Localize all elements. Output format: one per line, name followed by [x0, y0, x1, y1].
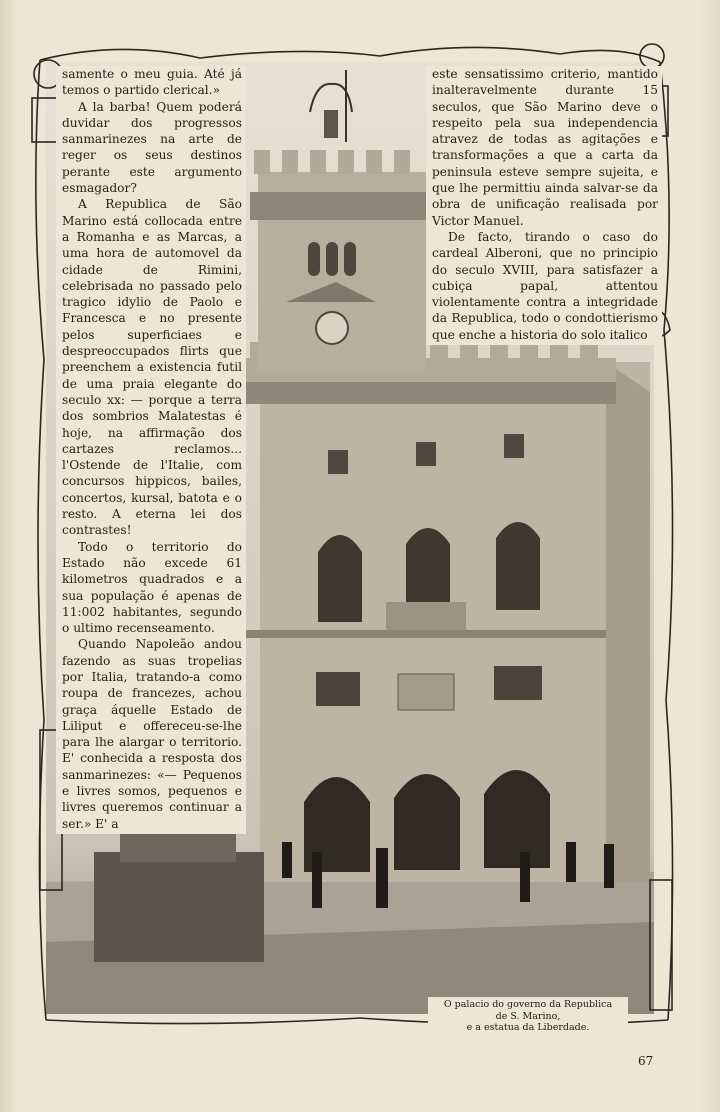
paragraph: este sensatissimo criterio, mantido inalteravelmente durante 15 seculos, que São Marino deve o respeito pela sua independencia atravez de todas as agitações e transformações a que a carta da peninsula esteve sempre sujeita, e que lhe permittiu ainda salvar-se da obra de unificação realisada por Victor Manuel. [432, 67, 658, 228]
paragraph: Quando Napoleão andou fazendo as suas tropelias por Italia, tratando-a como roupa de francezes, achou graça áquelle Estado de Liliput e offereceu-se-lhe para lhe alargar o territorio. E' conhecida a resposta dos sanmarinezes: «— Pequenos e livres somos, pequenos e livres queremos continuar a ser.» E' a [62, 637, 242, 831]
page-number: 67 [638, 1054, 654, 1068]
ribbon-right-icon [640, 309, 672, 1010]
caption-line: O palacio do governo da Republica [443, 999, 613, 1010]
photo-caption [428, 997, 628, 1036]
paragraph: samente o meu guia. Até já temos o partido clerical.» [62, 67, 242, 98]
left-text-column [56, 66, 246, 834]
paragraph: A Republica de São Marino está collocada entre a Romanha e as Marcas, a uma hora de automovel da cidade de Rimini, celebrisada no passado pelo tragico idylio de Paolo e Francesca e no presente pelos superficiaes e despreoccupados flirts que preenchem a existencia futil de uma praia elegante do seculo xx: — porque a terra dos sombrios Malatestas é hoje, na affirmação dos cartazes reclamos... l'Ostende de l'Italie, com concursos hippicos, bailes, concertos, kursal, batota e o resto. A eterna lei dos contrastes! [62, 197, 242, 538]
paragraph: Todo o territorio do Estado não excede 61 kilometros quadrados e a sua população é apenas de 11:002 habitantes, segundo o ultimo recenseamento. [62, 539, 242, 636]
caption-line: e a estatua da Liberdade. [466, 1022, 590, 1033]
right-text-column [426, 66, 662, 345]
caption-line: de S. Marino, [495, 1010, 561, 1022]
paragraph: A la barba! Quem poderá duvidar dos progressos sanmarinezes na arte de reger os seus destinos perante este argumento esmagador? [62, 99, 242, 196]
paragraph: De facto, tirando o caso do cardeal Alberoni, que no principio do seculo XVIII, para satisfazer a cubiça papal, attentou violentamente contra a integridade da Republica, todo o condottierismo que enche a historia do solo italico [432, 229, 658, 342]
